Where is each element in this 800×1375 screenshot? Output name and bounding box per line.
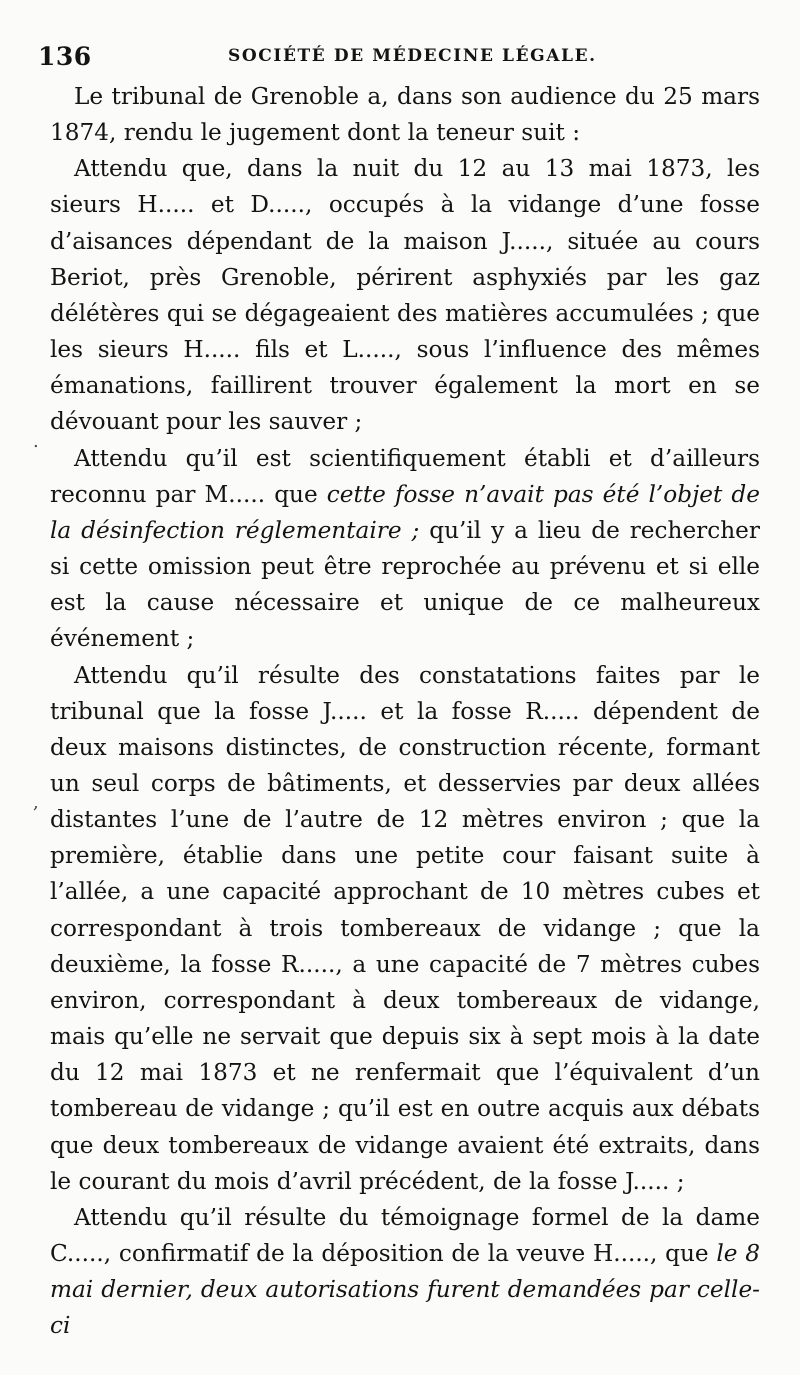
paragraph-5-text-start: Attendu qu’il résulte du témoignage formel de la dame C....., confirmatif de la déposition de la veuve H....., que [50,1203,760,1267]
paragraph-3 [50,441,760,658]
paragraph-1: Le tribunal de Grenoble a, dans son audience du 25 mars 1874, rendu le jugement dont la teneur suit : [50,83,760,147]
paragraph-5 [50,1200,760,1345]
paragraph-3-text-end: qu’il y a lieu de rechercher si cette omission peut être reprochée au prévenu et si elle est la cause nécessaire et unique de ce malheureux événement ; [50,516,760,653]
paragraph-3-emphasis: cette fosse n’avait pas été l’objet de la désinfection réglementaire ; [50,480,761,544]
paragraph-2: Attendu que, dans la nuit du 12 au 13 mai 1873, les sieurs H..... et D....., occupés à la vidange d’une fosse d’aisances dépendant de la maison J....., située au cours Beriot, près Grenoble, périrent asphyxiés par les gaz délétères qui se dégageaient des matières accumulées ; que les sieurs H..... fils et L....., sous l’influence des mêmes émanations, faillirent trouver également la mort en se dévouant pour les sauver ; [50,155,760,436]
paragraph-4: Attendu qu’il résulte des constatations faites par le tribunal que la fosse J..... et la fosse R..... dépendent de deux maisons distinctes, de construction récente, formant un seul corps de bâtiments, et desservies par deux allées distantes l’une de l’autre de 12 mètres environ ; que la première, établie dans une petite cour faisant suite à l’allée, a une capacité approchant de 10 mètres cubes et correspondant à trois tombereaux de vidange ; que la deuxième, la fosse R....., a une capacité de 7 mètres cubes environ, correspondant à deux tombereaux de vidange, mais qu’elle ne servait que depuis six à sept mois à la date du 12 mai 1873 et ne renfermait que l’équivalent d’un tombereau de vidange ; qu’il est en outre acquis aux débats que deux tombereaux de vidange avaient été extraits, dans le courant du mois d’avril précédent, de la fosse J..... ; [50,661,760,1195]
page-header [36,42,771,74]
running-title: SOCIÉTÉ DE MÉDECINE LÉGALE. [228,46,597,66]
page-number: 136 [38,42,92,71]
paragraph-5-emphasis: le 8 mai dernier, deux autorisations furent demandées par celle-ci [50,1240,760,1340]
body-text [50,79,760,1344]
margin-mark: . [33,431,39,452]
paragraph-3-text-start: Attendu qu’il est scientifiquement établi et d’ailleurs reconnu par M..... que [50,444,760,508]
margin-mark: , [33,792,39,813]
